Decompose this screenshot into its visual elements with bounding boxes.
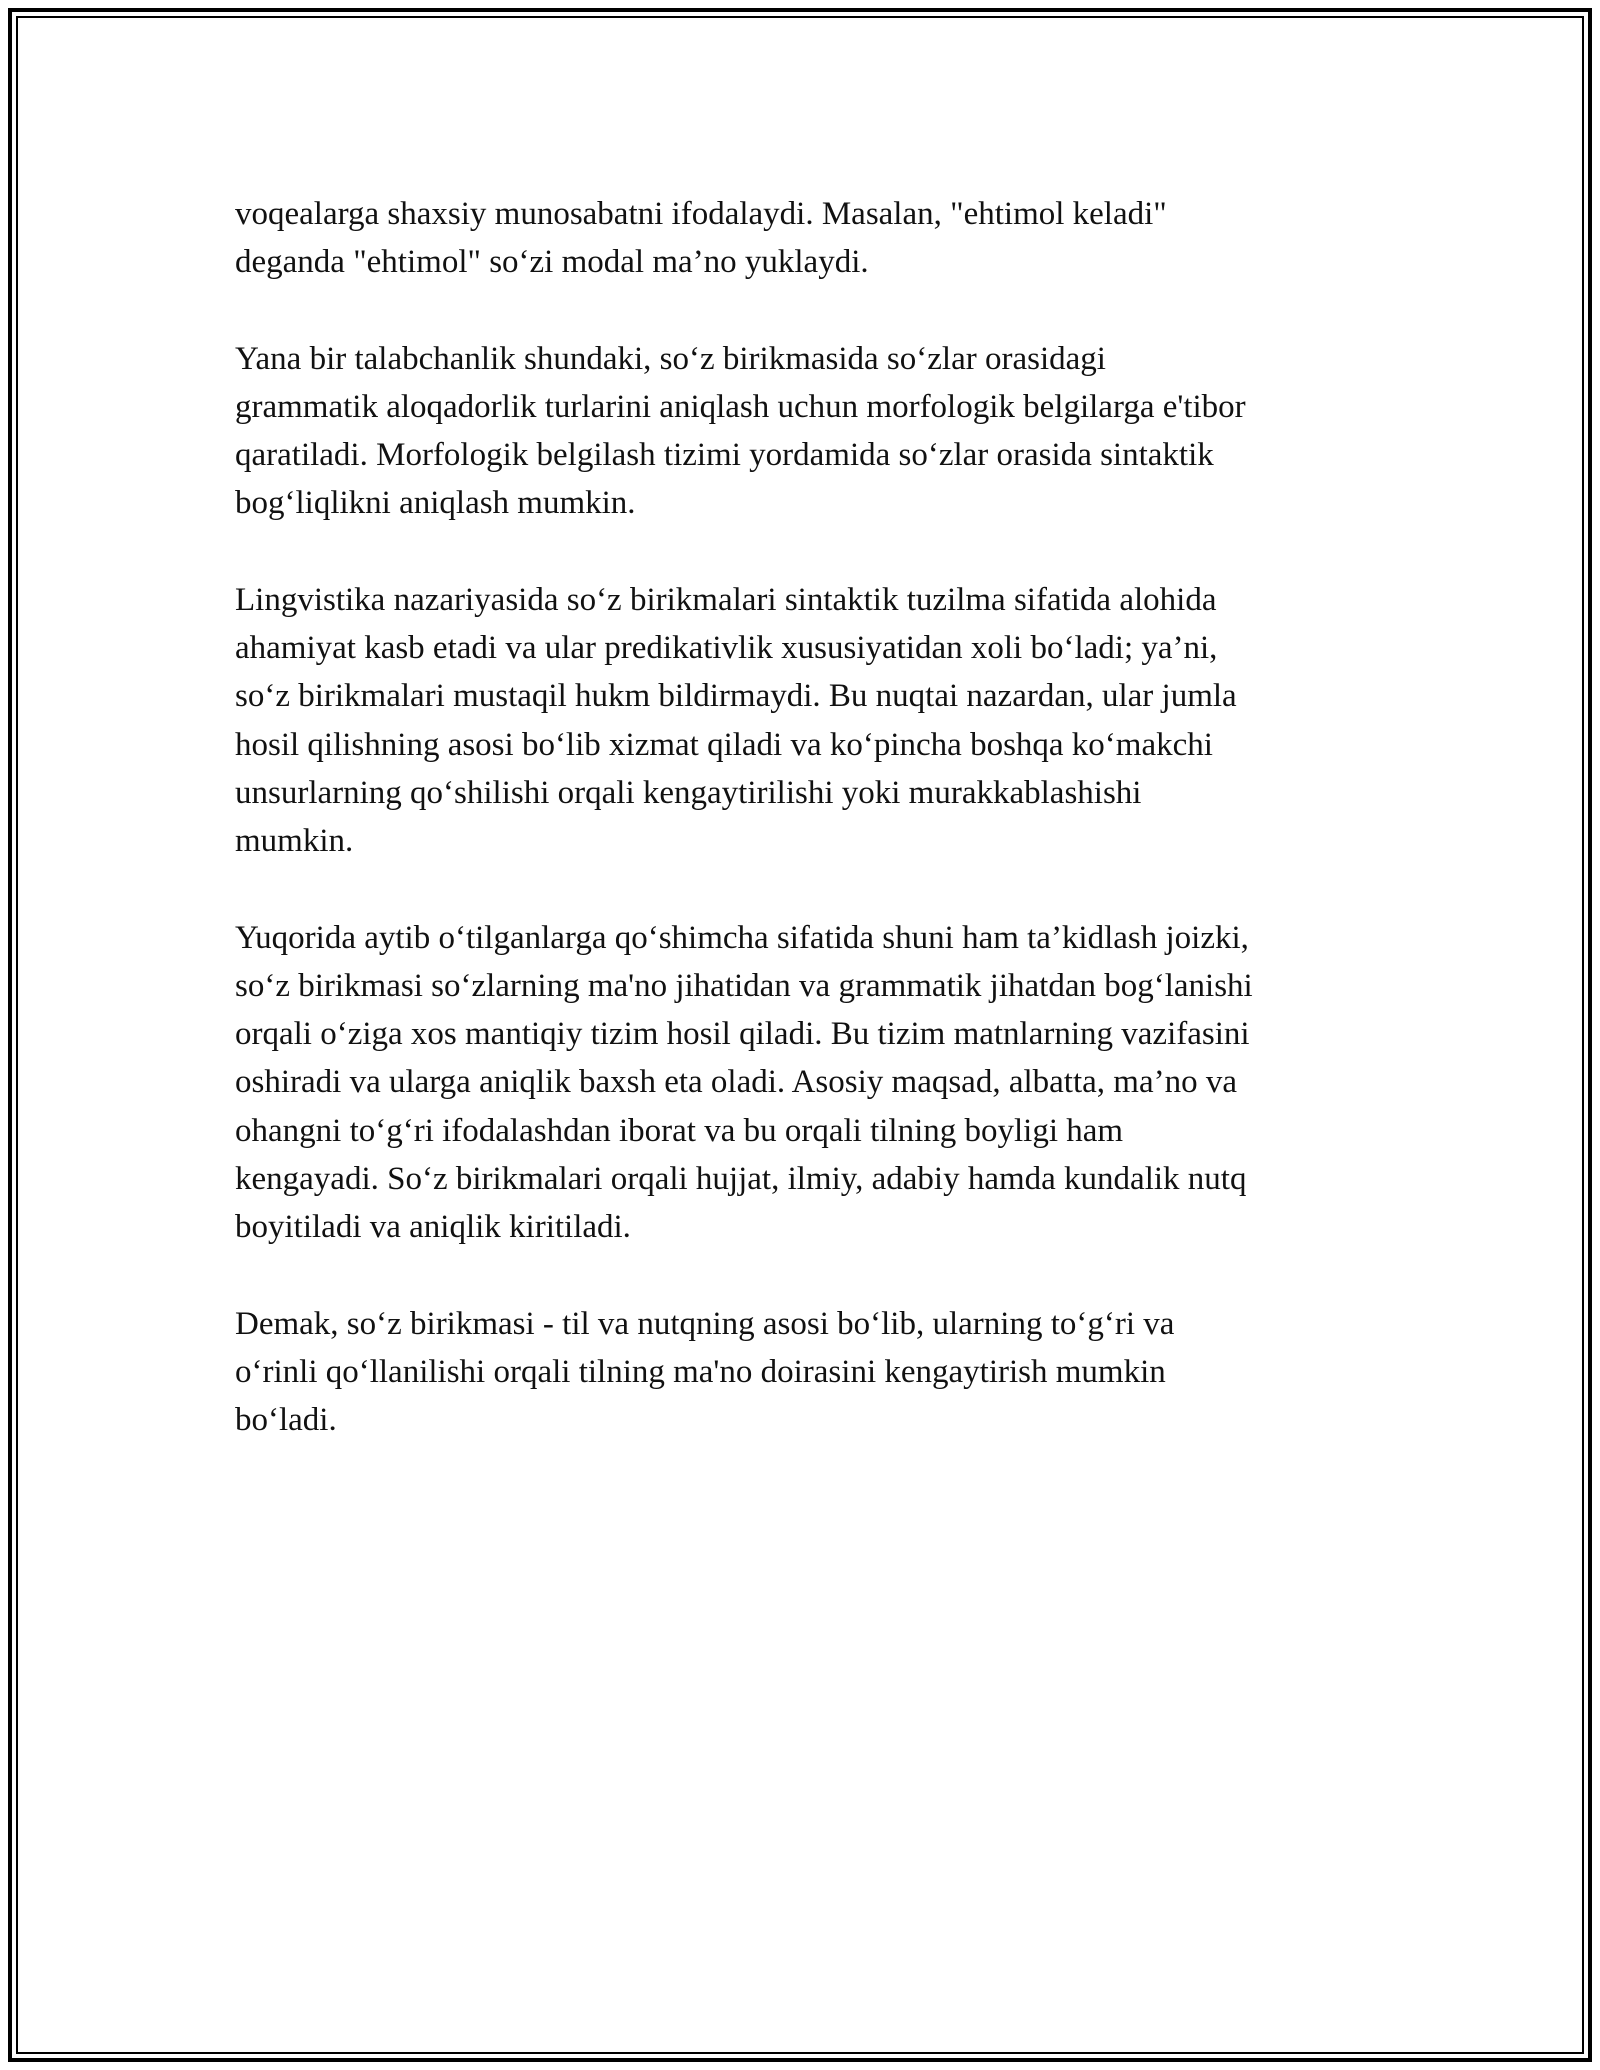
text-line: ohangni to‘g‘ri ifodalashdan iborat va bu orqali tilning boyligi ham: [235, 1112, 1124, 1149]
text-line: orqali o‘ziga xos mantiqiy tizim hosil qiladi. Bu tizim matnlarning vazifasini: [235, 1016, 1250, 1053]
paragraph-3: [235, 576, 1375, 866]
text-line: boyitiladi va aniqlik kiritiladi.: [235, 1209, 631, 1246]
text-line: deganda "ehtimol" so‘zi modal ma’no yuklaydi.: [235, 244, 869, 281]
text-line: Yana bir talabchanlik shundaki, so‘z birikmasida so‘zlar orasidagi: [235, 340, 1106, 377]
text-line: unsurlarning qo‘shilishi orqali kengaytirilishi yoki murakkablashishi: [235, 774, 1142, 811]
text-line: bog‘liqlikni aniqlash mumkin.: [235, 485, 636, 522]
paragraph-2: [235, 335, 1375, 528]
text-line: o‘rinli qo‘llanilishi orqali tilning ma'no doirasini kengaytirish mumkin: [235, 1353, 1166, 1390]
text-line: oshiradi va ularga aniqlik baxsh eta oladi. Asosiy maqsad, albatta, ma’no va: [235, 1064, 1237, 1101]
text-line: so‘z birikmasi so‘zlarning ma'no jihatidan va grammatik jihatdan bog‘lanishi: [235, 967, 1253, 1004]
text-line: voqealarga shaxsiy munosabatni ifodalaydi. Masalan, "ehtimol keladi": [235, 196, 1167, 232]
text-line: hosil qilishning asosi bo‘lib xizmat qiladi va ko‘pincha boshqa ko‘makchi: [235, 726, 1213, 763]
text-line: Yuqorida aytib o‘tilganlarga qo‘shimcha sifatida shuni ham ta’kidlash joizki,: [235, 919, 1249, 956]
text-line: mumkin.: [235, 823, 354, 860]
text-line: bo‘ladi.: [235, 1402, 337, 1439]
text-line: ahamiyat kasb etadi va ular predikativlik xususiyatidan xoli bo‘ladi; ya’ni,: [235, 630, 1218, 667]
text-line: qaratiladi. Morfologik belgilash tizimi yordamida so‘zlar orasida sintaktik: [235, 437, 1214, 474]
text-line: Lingvistika nazariyasida so‘z birikmalari sintaktik tuzilma sifatida alohida: [235, 581, 1217, 618]
text-line: so‘z birikmalari mustaqil hukm bildirmaydi. Bu nuqtai nazardan, ular jumla: [235, 678, 1237, 715]
text-line: kengayadi. So‘z birikmalari orqali hujjat, ilmiy, adabiy hamda kundalik nutq: [235, 1161, 1247, 1198]
paragraph-4: [235, 914, 1375, 1252]
paragraph-1: [235, 190, 1375, 287]
document-body: [235, 190, 1375, 1493]
text-line: grammatik aloqadorlik turlarini aniqlash uchun morfologik belgilarga e'tibor: [235, 388, 1246, 425]
text-line: Demak, so‘z birikmasi - til va nutqning asosi bo‘lib, ularning to‘g‘ri va: [235, 1305, 1175, 1342]
paragraph-5: [235, 1300, 1375, 1445]
